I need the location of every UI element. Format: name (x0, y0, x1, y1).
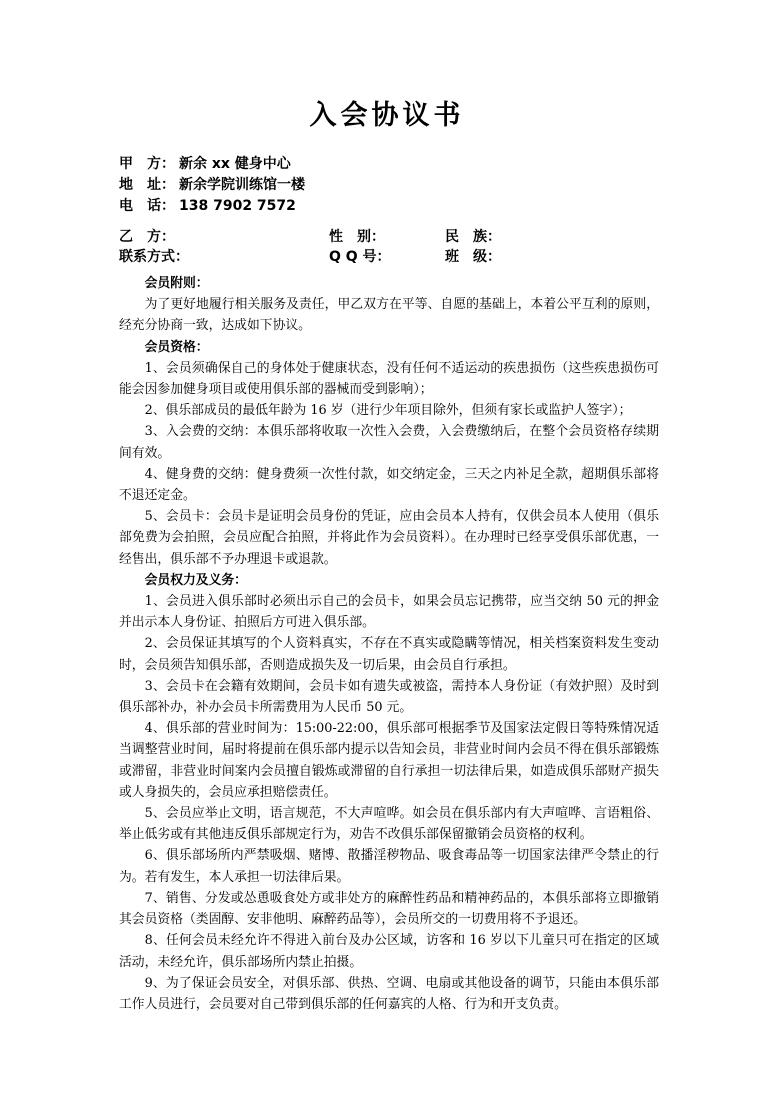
class-label: 班 级： (445, 249, 501, 265)
paragraph: 2、俱乐部成员的最低年龄为 16 岁（进行少年项目除外，但须有家长或监护人签字）； (144, 403, 632, 419)
party-b-name-label: 乙 方： (119, 229, 175, 245)
paragraph: 1、会员进入俱乐部时必须出示自己的会员卡，如果会员忘记携带，应当交纳 50 元的押金并出示本人身份证、拍照后方可进入俱乐部。 (119, 594, 659, 631)
paragraph: 7、销售、分发或怂恿吸食处方或非处方的麻醉性药品和精神药品的，本俱乐部将立即撤销其会员资格（类固醇、安非他明、麻醉药品等），会员所交的一切费用将不予退还。 (119, 890, 659, 928)
document-title: 入会协议书 (309, 100, 465, 131)
party-a-name: 新余 xx 健身中心 (179, 156, 291, 172)
paragraph: 1、会员须确保自己的身体处于健康状态，没有任何不适运动的疾患损伤（这些疾患损伤可能会因参加健身项目或使用俱乐部的器械而受到影响）； (119, 360, 659, 398)
paragraph: 5、会员应举止文明，语言规范，不大声喧哗。如会员在俱乐部内有大声喧哗、言语粗俗、举止低劣或有其他违反俱乐部规定行为，劝告不改俱乐部保留撤销会员资格的权利。 (119, 806, 659, 843)
ethnicity-label: 民 族： (445, 229, 501, 245)
party-a-name-label: 甲 方： (119, 156, 175, 172)
paragraph: 8、任何会员未经允许不得进入前台及办公区域，访客和 16 岁以下儿童只可在指定的区域活动，未经允许，俱乐部场所内禁止拍摄。 (119, 933, 659, 970)
party-a-address-label: 地 址： (119, 177, 175, 193)
party-a-address-line (119, 175, 305, 196)
paragraph: 2、会员保证其填写的个人资料真实，不存在不真实或隐瞒等情况，相关档案资料发生变动时，会员须告知俱乐部，否则造成损失及一切后果，由会员自行承担。 (119, 636, 659, 673)
party-a-address: 新余学院训练馆一楼 (179, 177, 305, 193)
party-a-phone-label: 电 话： (119, 198, 175, 214)
qq-label: Q Q 号： (329, 249, 391, 265)
paragraph: 为了更好地履行相关服务及责任，甲乙双方在平等、自愿的基础上，本着公平互利的原则，经充分协商一致，达成如下协议。 (119, 297, 659, 334)
section-heading: 会员附则： (144, 276, 209, 291)
paragraph: 3、入会费的交纳：本俱乐部将收取一次性入会费，入会费缴纳后，在整个会员资格存续期间有效。 (119, 424, 659, 461)
agreement-body (119, 273, 659, 1015)
section-heading: 会员资格： (144, 339, 209, 355)
paragraph: 6、俱乐部场所内严禁吸烟、赌博、散播淫秽物品、吸食毒品等一切国家法律严令禁止的行为。若有发生，本人承担一切法律后果。 (119, 848, 659, 885)
gender-label: 性 别： (329, 229, 385, 245)
paragraph: 9、为了保证会员安全，对俱乐部、供热、空调、电扇或其他设备的调节，只能由本俱乐部工作人员进行，会员要对自己带到俱乐部的任何嘉宾的人格、行为和开支负责。 (119, 975, 659, 1012)
party-a-name-line (119, 154, 291, 175)
section-heading: 会员权力及义务： (144, 572, 247, 588)
contact-label: 联系方式： (119, 249, 189, 265)
party-a-phone-line (119, 196, 296, 217)
paragraph: 4、健身费的交纳：健身费须一次性付款，如交纳定金，三天之内补足全款，超期俱乐部将不退还定金。 (119, 466, 659, 504)
party-a-phone: 138 7902 7572 (179, 198, 296, 214)
paragraph: 5、会员卡：会员卡是证明会员身份的凭证，应由会员本人持有，仅供会员本人使用（俱乐部免费为会拍照，会员应配合拍照，并将此作为会员资料）。在办理时已经享受俱乐部优惠，一经售出，俱乐部不予办理退卡或退款。 (119, 509, 659, 567)
paragraph: 4、俱乐部的营业时间为：15:00-22:00，俱乐部可根据季节及国家法定假日等特殊情况适当调整营业时间，届时将提前在俱乐部内提示以告知会员，非营业时间内会员不得在俱乐部锻炼或滞留，非营业时间案内会员擅自锻炼或滞留的自行承担一切法律后果，如造成俱乐部财产损失或人身损失的，会员应承担赔偿责任。 (119, 721, 659, 800)
paragraph: 3、会员卡在会籍有效期间，会员卡如有遗失或被盗，需持本人身份证（有效护照）及时到俱乐部补办，补办会员卡所需费用为人民币 50 元。 (119, 678, 659, 716)
